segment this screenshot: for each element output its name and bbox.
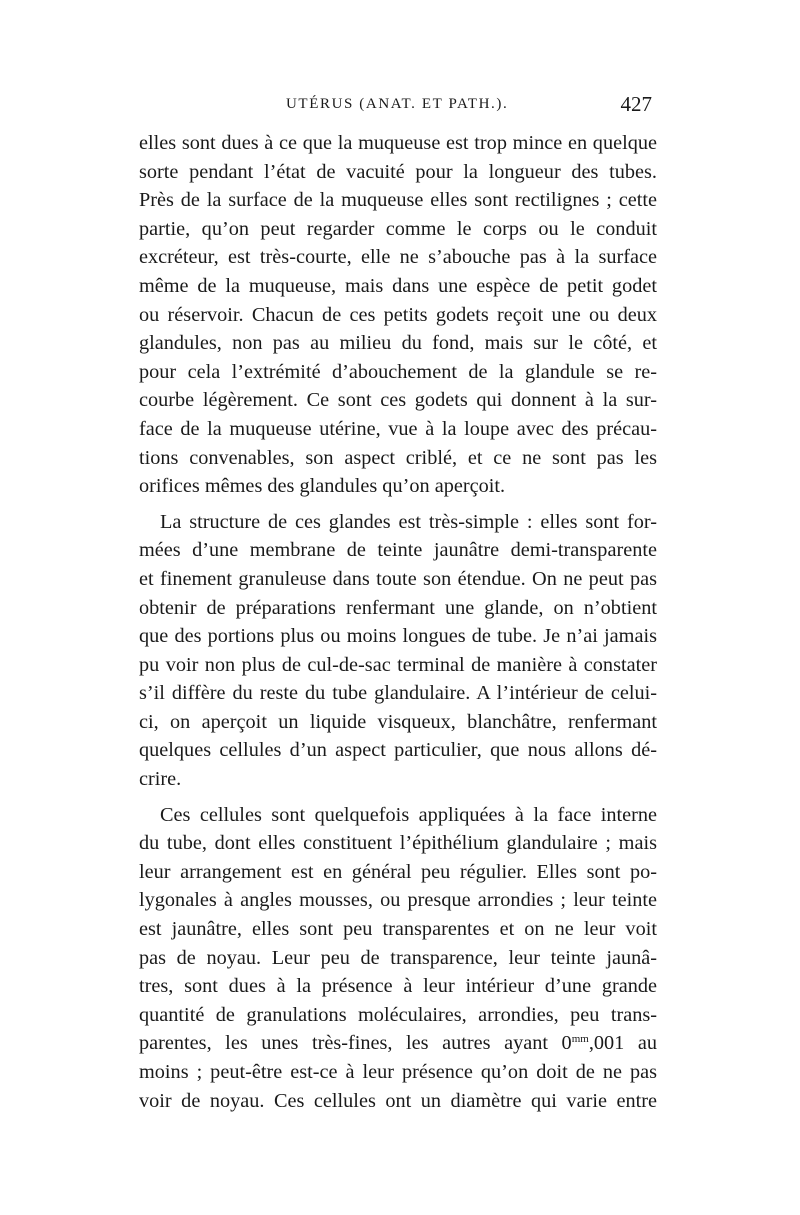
text-line: tions convenables, son aspect criblé, et ce ne sont pas les [139, 446, 657, 469]
text-line: crire. [139, 768, 182, 791]
text-line: Près de la surface de la muqueuse elles sont rectilignes ; cette [139, 189, 657, 212]
text-line: et finement granuleuse dans toute son étendue. On ne peut pas [139, 567, 657, 590]
paragraph-gap [139, 501, 657, 508]
text-line: que des portions plus ou moins longues de tube. Je n’ai jamais [139, 625, 657, 648]
text-line: lygonales à angles mousses, ou presque arrondies ; leur teinte [139, 889, 657, 912]
text-line: La structure de ces glandes est très-simple : elles sont for- [160, 510, 657, 533]
text-line: voir de noyau. Ces cellules ont un diamètre qui varie entre [139, 1089, 657, 1112]
text-line: mées d’une membrane de teinte jaunâtre demi-transparente [139, 539, 657, 562]
text-line: tres, sont dues à la présence à leur intérieur d’une grande [139, 975, 657, 998]
text-line-with-superscript [139, 1029, 657, 1058]
text-line: pu voir non plus de cul-de-sac terminal de manière à constater [139, 653, 657, 676]
text-line: glandules, non pas au milieu du fond, mais sur le côté, et [139, 332, 657, 355]
text-line: sorte pendant l’état de vacuité pour la longueur des tubes. [139, 160, 657, 183]
paragraph-1 [139, 129, 657, 501]
text-line: pas de noyau. Leur peu de transparence, leur teinte jaunâ- [139, 946, 657, 969]
paragraph-3 [139, 801, 657, 1116]
text-line: moins ; peut-être est-ce à leur présence qu’on doit de ne pas [139, 1061, 657, 1083]
text-line: face de la muqueuse utérine, vue à la loupe avec des précau- [139, 417, 657, 440]
page-number: 427 [620, 92, 652, 116]
text-line: ou réservoir. Chacun de ces petits godets reçoit une ou deux [139, 303, 657, 326]
text-line: excréteur, est très-courte, elle ne s’abouche pas à la surface [139, 246, 657, 269]
paragraph-2 [139, 508, 657, 794]
body-text [139, 129, 657, 1115]
text-line: ci, on aperçoit un liquide visqueux, blanchâtre, renfermant [139, 710, 657, 733]
text-line: s’il diffère du reste du tube glandulaire. A l’intérieur de celui- [139, 682, 657, 705]
text-line: du tube, dont elles constituent l’épithélium glandulaire ; mais [139, 832, 657, 855]
text-line: est jaunâtre, elles sont peu transparentes et on ne leur voit [139, 918, 657, 941]
text-line: quantité de granulations moléculaires, arrondies, peu trans- [139, 1003, 657, 1026]
running-title: UTÉRUS (ANAT. ET PATH.). [286, 96, 509, 112]
text-line: elles sont dues à ce que la muqueuse est trop mince en quelque [139, 132, 657, 154]
unit-superscript: mm [571, 1033, 589, 1046]
text-line: Ces cellules sont quelquefois appliquées à la face interne [160, 803, 657, 826]
text-line: leur arrangement est en général peu régulier. Elles sont po- [139, 860, 657, 883]
text-segment: ,001 au [588, 1032, 657, 1055]
text-line: courbe légèrement. Ce sont ces godets qui donnent à la sur- [139, 389, 657, 412]
text-line: partie, qu’on peut regarder comme le corps ou le conduit [139, 217, 657, 240]
text-line: quelques cellules d’un aspect particulier, que nous allons dé- [139, 739, 657, 762]
text-line: obtenir de préparations renfermant une glande, on n’obtient [139, 596, 657, 619]
text-line: même de la muqueuse, mais dans une espèce de petit godet [139, 274, 657, 297]
running-head [138, 92, 658, 120]
paragraph-gap [139, 794, 657, 801]
text-line: pour cela l’extrémité d’abouchement de la glandule se re- [139, 360, 657, 383]
text-segment: parentes, les unes très-fines, les autres ayant 0 [139, 1032, 572, 1055]
text-line: orifices mêmes des glandules qu’on aperçoit. [139, 475, 506, 498]
